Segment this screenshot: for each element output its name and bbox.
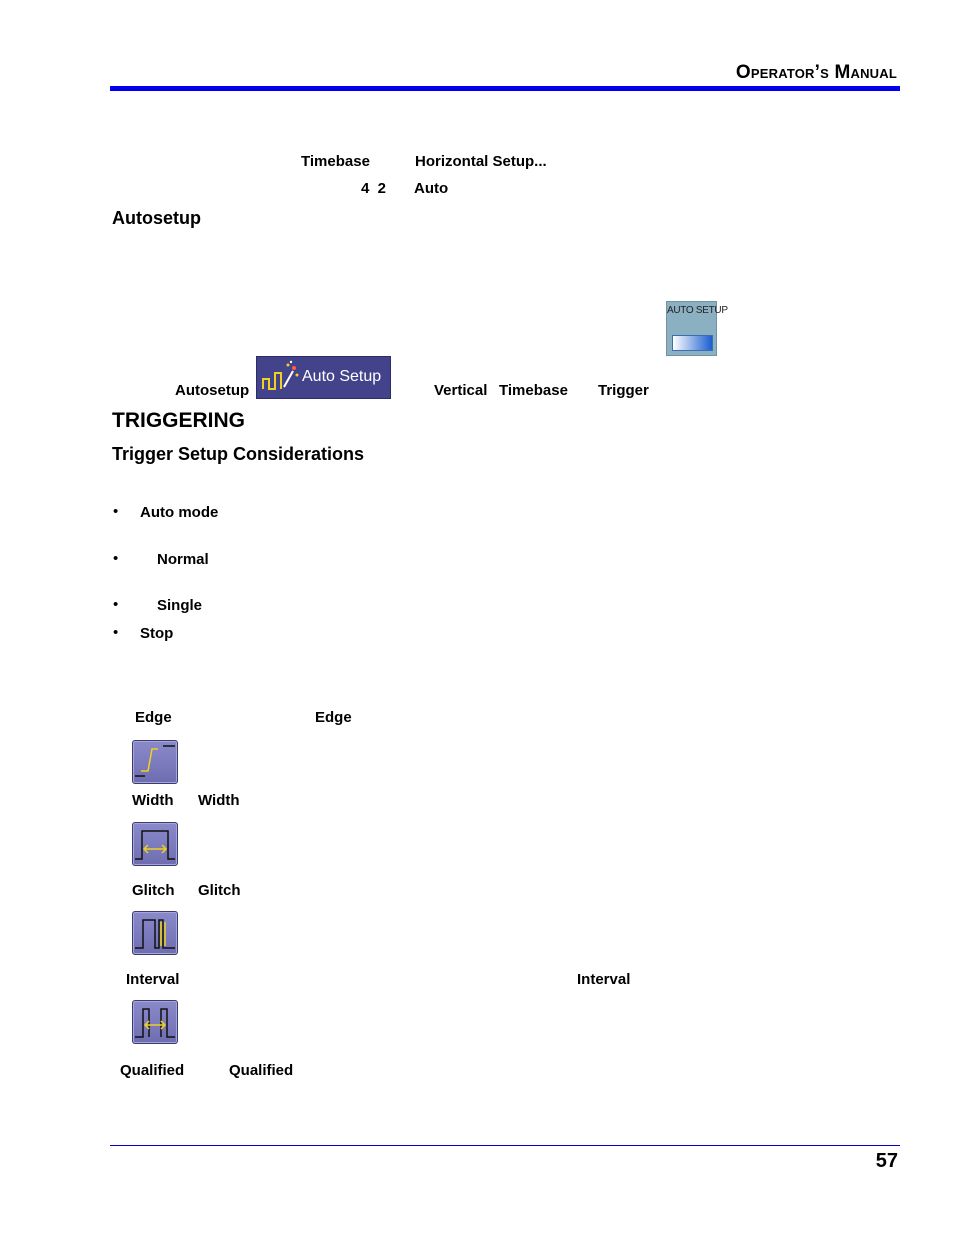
bullet-dot: • bbox=[113, 503, 119, 520]
glitch-label: Glitch bbox=[132, 882, 175, 899]
interval-trigger-icon[interactable] bbox=[132, 1000, 178, 1044]
auto-setup-menu-button[interactable] bbox=[256, 356, 391, 399]
qualified-label: Qualified bbox=[120, 1062, 185, 1079]
trigger-ref-label: Trigger bbox=[598, 382, 649, 399]
width-label: Width bbox=[132, 792, 174, 809]
mode-normal: Normal bbox=[157, 551, 209, 568]
timebase-ref-label: Timebase bbox=[499, 382, 568, 399]
auto-label: Auto bbox=[414, 180, 449, 197]
page-header-title: Operator’s Manual bbox=[735, 62, 897, 83]
autosetup-inline-label: Autosetup bbox=[175, 382, 250, 399]
auto-setup-menu-button-label: Auto Setup bbox=[302, 368, 382, 385]
page-number: 57 bbox=[875, 1150, 898, 1172]
qualified-ref: Qualified bbox=[229, 1062, 294, 1079]
edge-ref: Edge bbox=[315, 709, 352, 726]
glitch-ref: Glitch bbox=[198, 882, 241, 899]
mode-auto: Auto mode bbox=[140, 504, 219, 521]
vertical-label: Vertical bbox=[434, 382, 488, 399]
autosetup-heading: Autosetup bbox=[112, 208, 201, 228]
bullet-dot: • bbox=[113, 596, 119, 613]
mode-single: Single bbox=[157, 597, 203, 614]
horizontal-setup-label: Horizontal Setup... bbox=[415, 153, 547, 170]
auto-setup-button-light bbox=[672, 335, 713, 351]
mode-stop: Stop bbox=[140, 625, 174, 642]
edge-trigger-icon[interactable] bbox=[132, 740, 178, 784]
timebase-label: Timebase bbox=[301, 153, 370, 170]
header-rule bbox=[110, 86, 900, 91]
trigger-setup-subheading: Trigger Setup Considerations bbox=[112, 444, 365, 464]
footer-rule bbox=[110, 1145, 900, 1146]
interval-label: Interval bbox=[126, 971, 180, 988]
glitch-trigger-icon[interactable] bbox=[132, 911, 178, 955]
interval-ref: Interval bbox=[577, 971, 631, 988]
width-ref: Width bbox=[198, 792, 240, 809]
bullet-dot: • bbox=[113, 550, 119, 567]
triggering-heading: TRIGGERING bbox=[112, 409, 246, 432]
bullet-dot: • bbox=[113, 624, 119, 641]
auto-setup-front-panel-button[interactable] bbox=[666, 301, 728, 356]
auto-setup-wand-icon bbox=[260, 357, 300, 398]
width-trigger-icon[interactable] bbox=[132, 822, 178, 866]
intro-numbers: 4 2 bbox=[361, 180, 387, 197]
edge-label: Edge bbox=[135, 709, 172, 726]
auto-setup-button-label: AUTO SETUP bbox=[667, 305, 728, 316]
